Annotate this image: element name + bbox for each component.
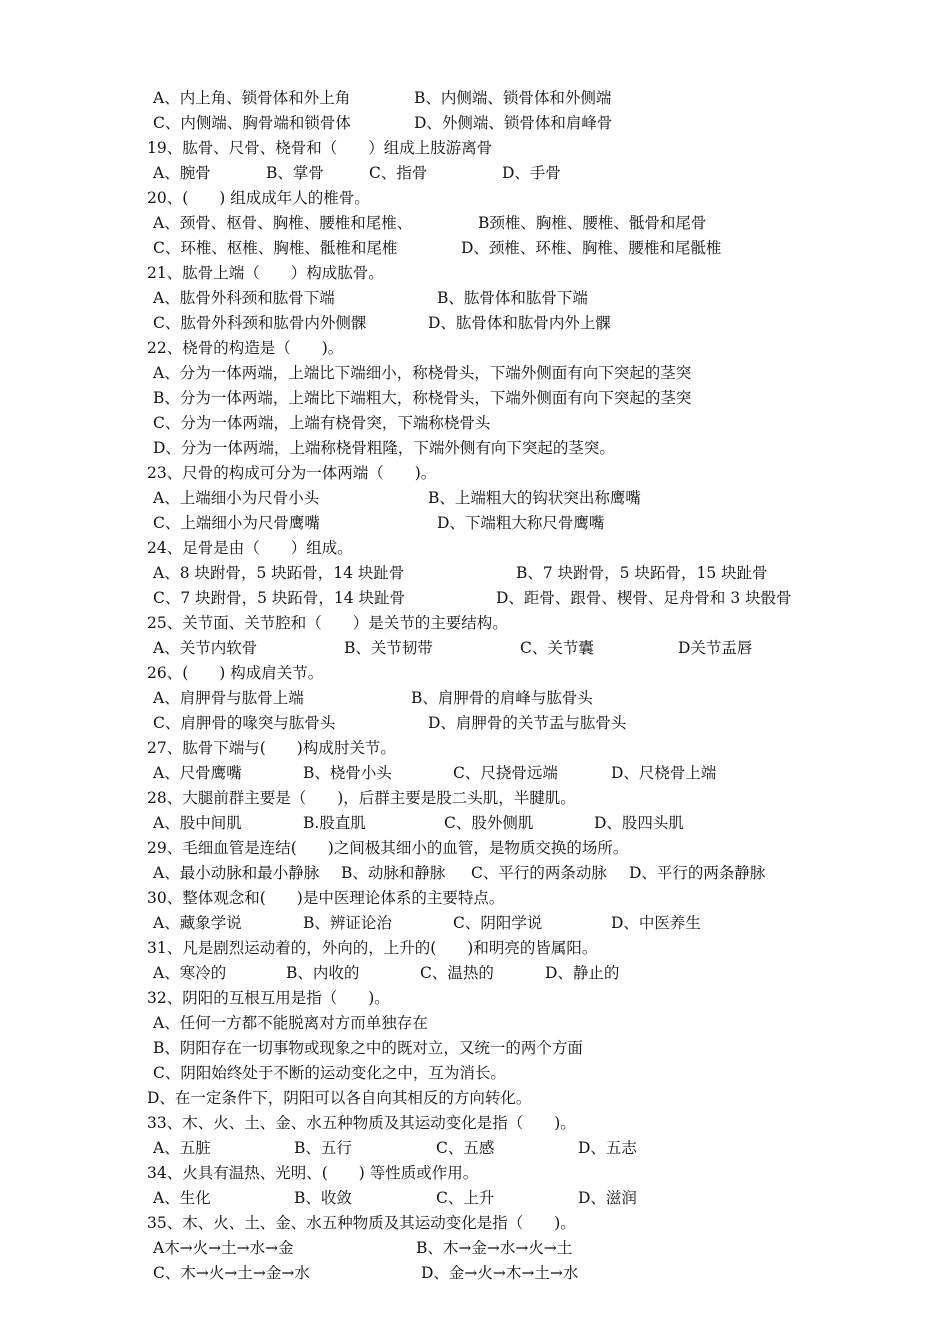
option-b: B、内收的	[286, 964, 360, 982]
option-c: C、五感	[436, 1139, 495, 1157]
option-a: A木→火→土→水→金	[153, 1239, 294, 1257]
question-31: 31、凡是剧烈运动着的，外向的，上升的( )和明亮的皆属阳。	[147, 939, 598, 957]
option-a: A、最小动脉和最小静脉	[153, 864, 320, 882]
option-a: A、任何一方都不能脱离对方而单独存在	[153, 1014, 428, 1032]
question-25: 25、关节面、关节腔和（ ）是关节的主要结构。	[147, 614, 508, 632]
option-c: C、阴阳始终处于不断的运动变化之中，互为消长。	[153, 1064, 506, 1082]
option-c: C、阴阳学说	[453, 914, 543, 932]
option-a: A、生化	[153, 1189, 211, 1207]
option-d: D、滋润	[578, 1189, 637, 1207]
option-a: A、股中间肌	[153, 814, 242, 832]
option-d: D、平行的两条静脉	[629, 864, 766, 882]
option-c: C、肱骨外科颈和肱骨内外侧髁	[153, 314, 367, 332]
option-d: D、五志	[578, 1139, 637, 1157]
option-a: A、上端细小为尺骨小头	[153, 489, 320, 507]
question-26: 26、( ) 构成肩关节。	[147, 664, 324, 682]
option-d: D、肩胛骨的关节盂与肱骨头	[428, 714, 627, 732]
option-b: B、掌骨	[266, 164, 324, 182]
option-b: B、上端粗大的钩状突出称鹰嘴	[428, 489, 641, 507]
option-b: B、7 块跗骨，5 块跖骨，15 块趾骨	[516, 564, 768, 582]
question-21: 21、肱骨上端（ ）构成肱骨。	[147, 264, 384, 282]
option-d: D、在一定条件下，阴阳可以各自向其相反的方向转化。	[147, 1089, 532, 1107]
option-a: A、肩胛骨与肱骨上端	[153, 689, 304, 707]
option-a: A、五脏	[153, 1139, 211, 1157]
option-d: D、尺桡骨上端	[611, 764, 717, 782]
option-c: C、温热的	[420, 964, 494, 982]
question-30: 30、整体观念和( )是中医理论体系的主要特点。	[147, 889, 505, 907]
option-d: D、手骨	[502, 164, 561, 182]
option-a: A、内上角、锁骨体和外上角	[153, 89, 351, 107]
question-34: 34、火具有温热、光明、( ) 等性质或作用。	[147, 1164, 479, 1182]
option-b: B、阴阳存在一切事物或现象之中的既对立，又统一的两个方面	[153, 1039, 583, 1057]
option-c: C、7 块跗骨，5 块跖骨，14 块趾骨	[153, 589, 406, 607]
option-c: C、关节囊	[520, 639, 594, 657]
question-29: 29、毛细血管是连结( )之间极其细小的血管，是物质交换的场所。	[147, 839, 629, 857]
option-c: C、上端细小为尺骨鹰嘴	[153, 514, 320, 532]
option-a: A、肱骨外科颈和肱骨下端	[153, 289, 335, 307]
option-d: D、中医养生	[611, 914, 701, 932]
question-27: 27、肱骨下端与( )构成肘关节。	[147, 739, 396, 757]
option-d: D、股四头肌	[594, 814, 684, 832]
option-c: C、股外侧肌	[444, 814, 534, 832]
option-b: B、肩胛骨的肩峰与肱骨头	[411, 689, 593, 707]
option-b: B颈椎、胸椎、腰椎、骶骨和尾骨	[478, 214, 707, 232]
option-c: C、上升	[436, 1189, 495, 1207]
option-d: D、外侧端、锁骨体和肩峰骨	[414, 114, 613, 132]
question-33: 33、木、火、土、金、水五种物质及其运动变化是指（ )。	[147, 1114, 576, 1132]
option-c: C、内侧端、胸骨端和锁骨体	[153, 114, 351, 132]
option-a: A、颈骨、枢骨、胸椎、腰椎和尾椎、	[153, 214, 413, 232]
question-22: 22、桡骨的构造是（ )。	[147, 339, 344, 357]
option-a: A、腕骨	[153, 164, 211, 182]
option-b: B、肱骨体和肱骨下端	[437, 289, 588, 307]
option-c: C、尺挠骨远端	[453, 764, 558, 782]
option-a: A、分为一体两端，上端比下端细小，称桡骨头，下端外侧面有向下突起的茎突	[153, 364, 692, 382]
option-d: D、静止的	[545, 964, 620, 982]
option-d: D、下端粗大称尺骨鹰嘴	[437, 514, 605, 532]
option-b: B、收敛	[294, 1189, 352, 1207]
question-32: 32、阴阳的互根互用是指（ )。	[147, 989, 390, 1007]
option-a: A、8 块跗骨，5 块跖骨，14 块趾骨	[153, 564, 405, 582]
option-b: B、动脉和静脉	[341, 864, 446, 882]
question-23: 23、尺骨的构成可分为一体两端（ )。	[147, 464, 437, 482]
option-d: D、金→火→木→土→水	[421, 1264, 579, 1282]
question-24: 24、足骨是由（ ）组成。	[147, 539, 353, 557]
question-28: 28、大腿前群主要是（ )，后群主要是股二头肌，半腱肌。	[147, 789, 576, 807]
question-19: 19、肱骨、尺骨、桡骨和（ ）组成上肢游离骨	[147, 139, 493, 157]
option-a: A、关节内软骨	[153, 639, 258, 657]
question-20: 20、( ) 组成成年人的椎骨。	[147, 189, 370, 207]
option-b: B、辨证论治	[303, 914, 392, 932]
option-b: B、五行	[294, 1139, 352, 1157]
option-d: D、距骨、跟骨、楔骨、足舟骨和 3 块骰骨	[496, 589, 792, 607]
option-c: C、肩胛骨的喙突与肱骨头	[153, 714, 336, 732]
option-c: C、木→火→土→金→水	[153, 1264, 310, 1282]
option-b: B、分为一体两端，上端比下端粗大，称桡骨头，下端外侧面有向下突起的茎突	[153, 389, 692, 407]
option-c: C、平行的两条动脉	[471, 864, 607, 882]
option-d: D关节盂唇	[678, 639, 753, 657]
option-b: B、桡骨小头	[303, 764, 392, 782]
option-c: C、环椎、枢椎、胸椎、骶椎和尾椎	[153, 239, 398, 257]
option-a: A、尺骨鹰嘴	[153, 764, 242, 782]
option-a: A、寒冷的	[153, 964, 227, 982]
option-c: C、分为一体两端，上端有桡骨突，下端称桡骨头	[153, 414, 491, 432]
option-b: B、关节韧带	[344, 639, 433, 657]
question-35: 35、木、火、土、金、水五种物质及其运动变化是指（ )。	[147, 1214, 576, 1232]
option-b: B、木→金→水→火→土	[416, 1239, 573, 1257]
option-d: D、肱骨体和肱骨内外上髁	[428, 314, 611, 332]
option-d: D、分为一体两端，上端称桡骨粗隆，下端外侧有向下突起的茎突。	[153, 439, 615, 457]
option-a: A、藏象学说	[153, 914, 242, 932]
option-b: B.股直肌	[303, 814, 366, 832]
option-d: D、颈椎、环椎、胸椎、腰椎和尾骶椎	[461, 239, 722, 257]
option-c: C、指骨	[369, 164, 428, 182]
option-b: B、内侧端、锁骨体和外侧端	[414, 89, 612, 107]
